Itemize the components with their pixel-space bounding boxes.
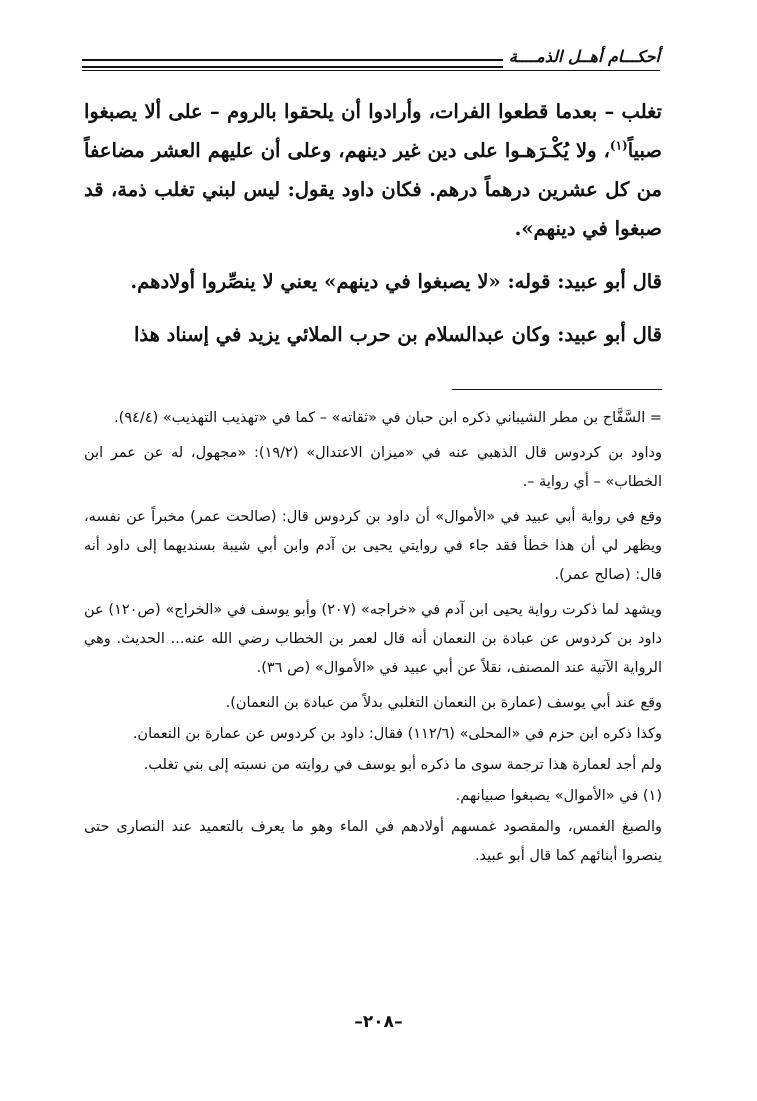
main-paragraph-1-part-1: تغلب – بعدما قطعوا الفرات، وأرادوا أن يلحقوا بالروم – على ألا يصبغوا صبياً [84, 100, 662, 162]
footnote-reference: (١) [609, 138, 628, 153]
footnote-paragraph: وقع عند أبي يوسف (عمارة بن النعمان التغلبي بدلاً من عبادة بن النعمان). [225, 695, 662, 711]
footnote-separator [452, 389, 662, 390]
main-paragraph-2: قال أبو عبيد: قوله: «لا يصبغوا في دينهم» يعني لا ينصِّروا أولادهم. [130, 270, 662, 293]
main-paragraph-1 [84, 92, 662, 248]
main-paragraph-3: قال أبو عبيد: وكان عبدالسلام بن حرب الملائي يزيد في إسناد هذا [133, 323, 662, 346]
main-text [84, 92, 662, 354]
header-underline-rule [82, 70, 660, 71]
footnotes [84, 404, 662, 877]
page-number: –٢٠٨– [354, 1012, 403, 1032]
footnote-paragraph: = السَّفَّاح بن مطر الشيباني ذكره ابن حبان في «ثقاته» – كما في «تهذيب التهذيب» (٩٤/٤). [114, 410, 662, 426]
main-paragraph-1-part-2: ، ولا يُكْـرَهـوا على دين غير دينهم، وعلى أن عليهم العشر مضاعفاً من كل عشرين درهماً درهم. فكان داود يقول: ليس لبني تغلب ذمة، قد صبغوا في دينهم». [84, 139, 662, 240]
footnote-paragraph: ولم أجد لعمارة هذا ترجمة سوى ما ذكره أبو يوسف في روايته من نسبته إلى بني تغلب. [143, 757, 662, 773]
header-double-rule [82, 59, 552, 68]
footnote-paragraph: ويشهد لما ذكرت رواية يحيى ابن آدم في «خراجه» (٢٠٧) وأبو يوسف في «الخراج» (ص١٢٠) عن داود بن كردوس عن عبادة بن النعمان أنه قال لعمر بن الخطاب رضي الله عنه... الحديث. وهي الرواية الآتية عند المصنف، نقلاً عن أبي عبيد في «الأموال» (ص ٣٦). [84, 602, 662, 676]
footnote-paragraph: وكذا ذكره ابن حزم في «المحلى» (١١٢/٦) فقال: داود بن كردوس عن عمارة بن النعمان. [132, 726, 662, 742]
header-title: أحكـــام أهــل الذمــــة [503, 46, 660, 68]
footnote-paragraph: والصبغ الغمس، والمقصود غمسهم أولادهم في الماء وهو ما يعرف بالتعميد عند النصارى حتى ينصروا أبنائهم كما قال أبو عبيد. [84, 819, 662, 864]
running-header [82, 46, 660, 76]
footnote-1: (١) في «الأموال» يصبغوا صبيانهم. [455, 788, 662, 804]
footnote-paragraph: وداود بن كردوس قال الذهبي عنه في «ميزان الاعتدال» (١٩/٢): «مجهول، له عن عمر ابن الخطاب» – أي رواية –. [84, 445, 663, 490]
footnote-paragraph: وقع في رواية أبي عبيد في «الأموال» أن داود بن كردوس قال: (صالحت عمر) مخبراً عن نفسه، ويظهر لي أن هذا خطأ فقد جاء في روايتي يحيى بن آدم وابن أبي شيبة بسنديهما إلى داود أنه قال: (صالح عمر). [84, 509, 662, 583]
